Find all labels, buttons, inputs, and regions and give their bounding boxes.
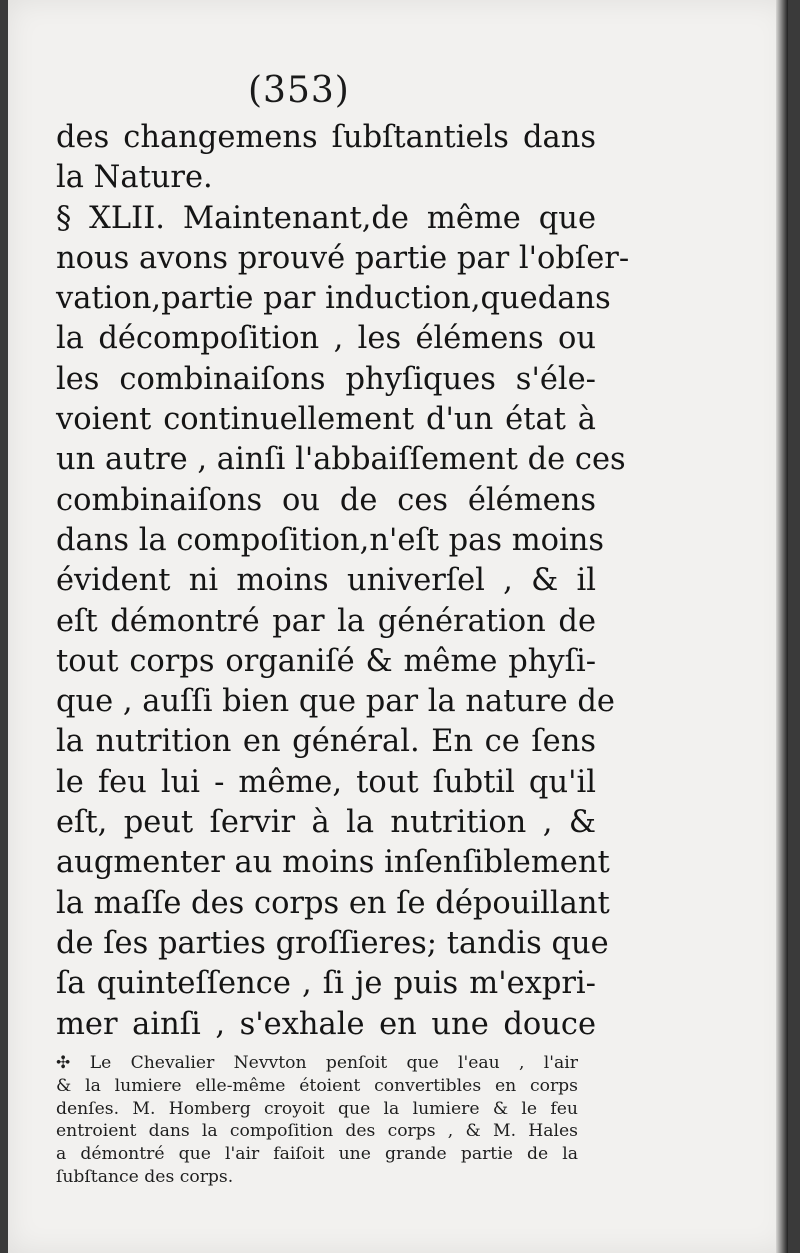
text-line: la nutrition en général. En ce ſens xyxy=(56,724,596,760)
text-line: le feu lui - même, tout ſubtil qu'il xyxy=(56,764,596,800)
text-line: nous avons prouvé partie par l'obſer- xyxy=(56,240,630,276)
text-line: augmenter au moins inſenſiblement xyxy=(56,845,610,881)
footnote-line: ſubſtance des corps. xyxy=(56,1166,234,1187)
footnote-line: denſes. M. Homberg croyoit que la lumiere & le feu xyxy=(56,1098,578,1119)
text-line: la décompoſition , les élémens ou xyxy=(56,321,596,357)
text-line: mer ainſi , s'exhale en une douce xyxy=(56,1006,596,1042)
text-line: de ſes parties groſſieres; tandis que xyxy=(56,925,609,961)
text-line: eſt, peut ſervir à la nutrition , & xyxy=(56,805,596,841)
text-line: dans la compoſition,n'eſt pas moins xyxy=(56,522,605,558)
text-line: la maſſe des corps en ſe dépouillant xyxy=(56,885,610,921)
text-line: voient continuellement d'un état à xyxy=(56,402,596,438)
footnote-line: & la lumiere elle-même étoient convertibles en corps xyxy=(56,1075,578,1096)
text-line: tout corps organiſé & même phyſi- xyxy=(56,643,596,679)
text-line: vation,partie par induction,quedans xyxy=(56,281,611,317)
text-line: eſt démontré par la génération de xyxy=(56,603,596,639)
text-line: que , auſſi bien que par la nature de xyxy=(56,684,615,720)
footnote-line: entroient dans la compoſition des corps , & M. Hales xyxy=(56,1121,578,1142)
text-line: un autre , ainſi l'abbaiſſement de ces xyxy=(56,442,626,478)
footnote xyxy=(56,1052,578,1189)
text-line: § XLII. Maintenant,de même que xyxy=(56,200,596,236)
text-line: les combinaiſons phyſiques s'éle- xyxy=(56,361,596,397)
text-line: combinaiſons ou de ces élémens xyxy=(56,482,596,518)
book-page xyxy=(8,0,788,1253)
text-line: la Nature. xyxy=(56,160,213,196)
footnote-line: ✣ Le Chevalier Nevvton penſoit que l'eau , l'air xyxy=(56,1053,578,1073)
text-line: évident ni moins univerſel , & il xyxy=(56,563,596,599)
body-text xyxy=(56,118,630,1045)
text-line: ſa quinteſſence , ſi je puis m'expri- xyxy=(56,966,596,1002)
text-line: des changemens ſubſtantiels dans xyxy=(56,120,596,155)
page-number: (353) xyxy=(248,70,350,111)
footnote-line: a démontré que l'air faiſoit une grande partie de la xyxy=(56,1144,578,1165)
page-edge-shadow xyxy=(776,0,788,1253)
